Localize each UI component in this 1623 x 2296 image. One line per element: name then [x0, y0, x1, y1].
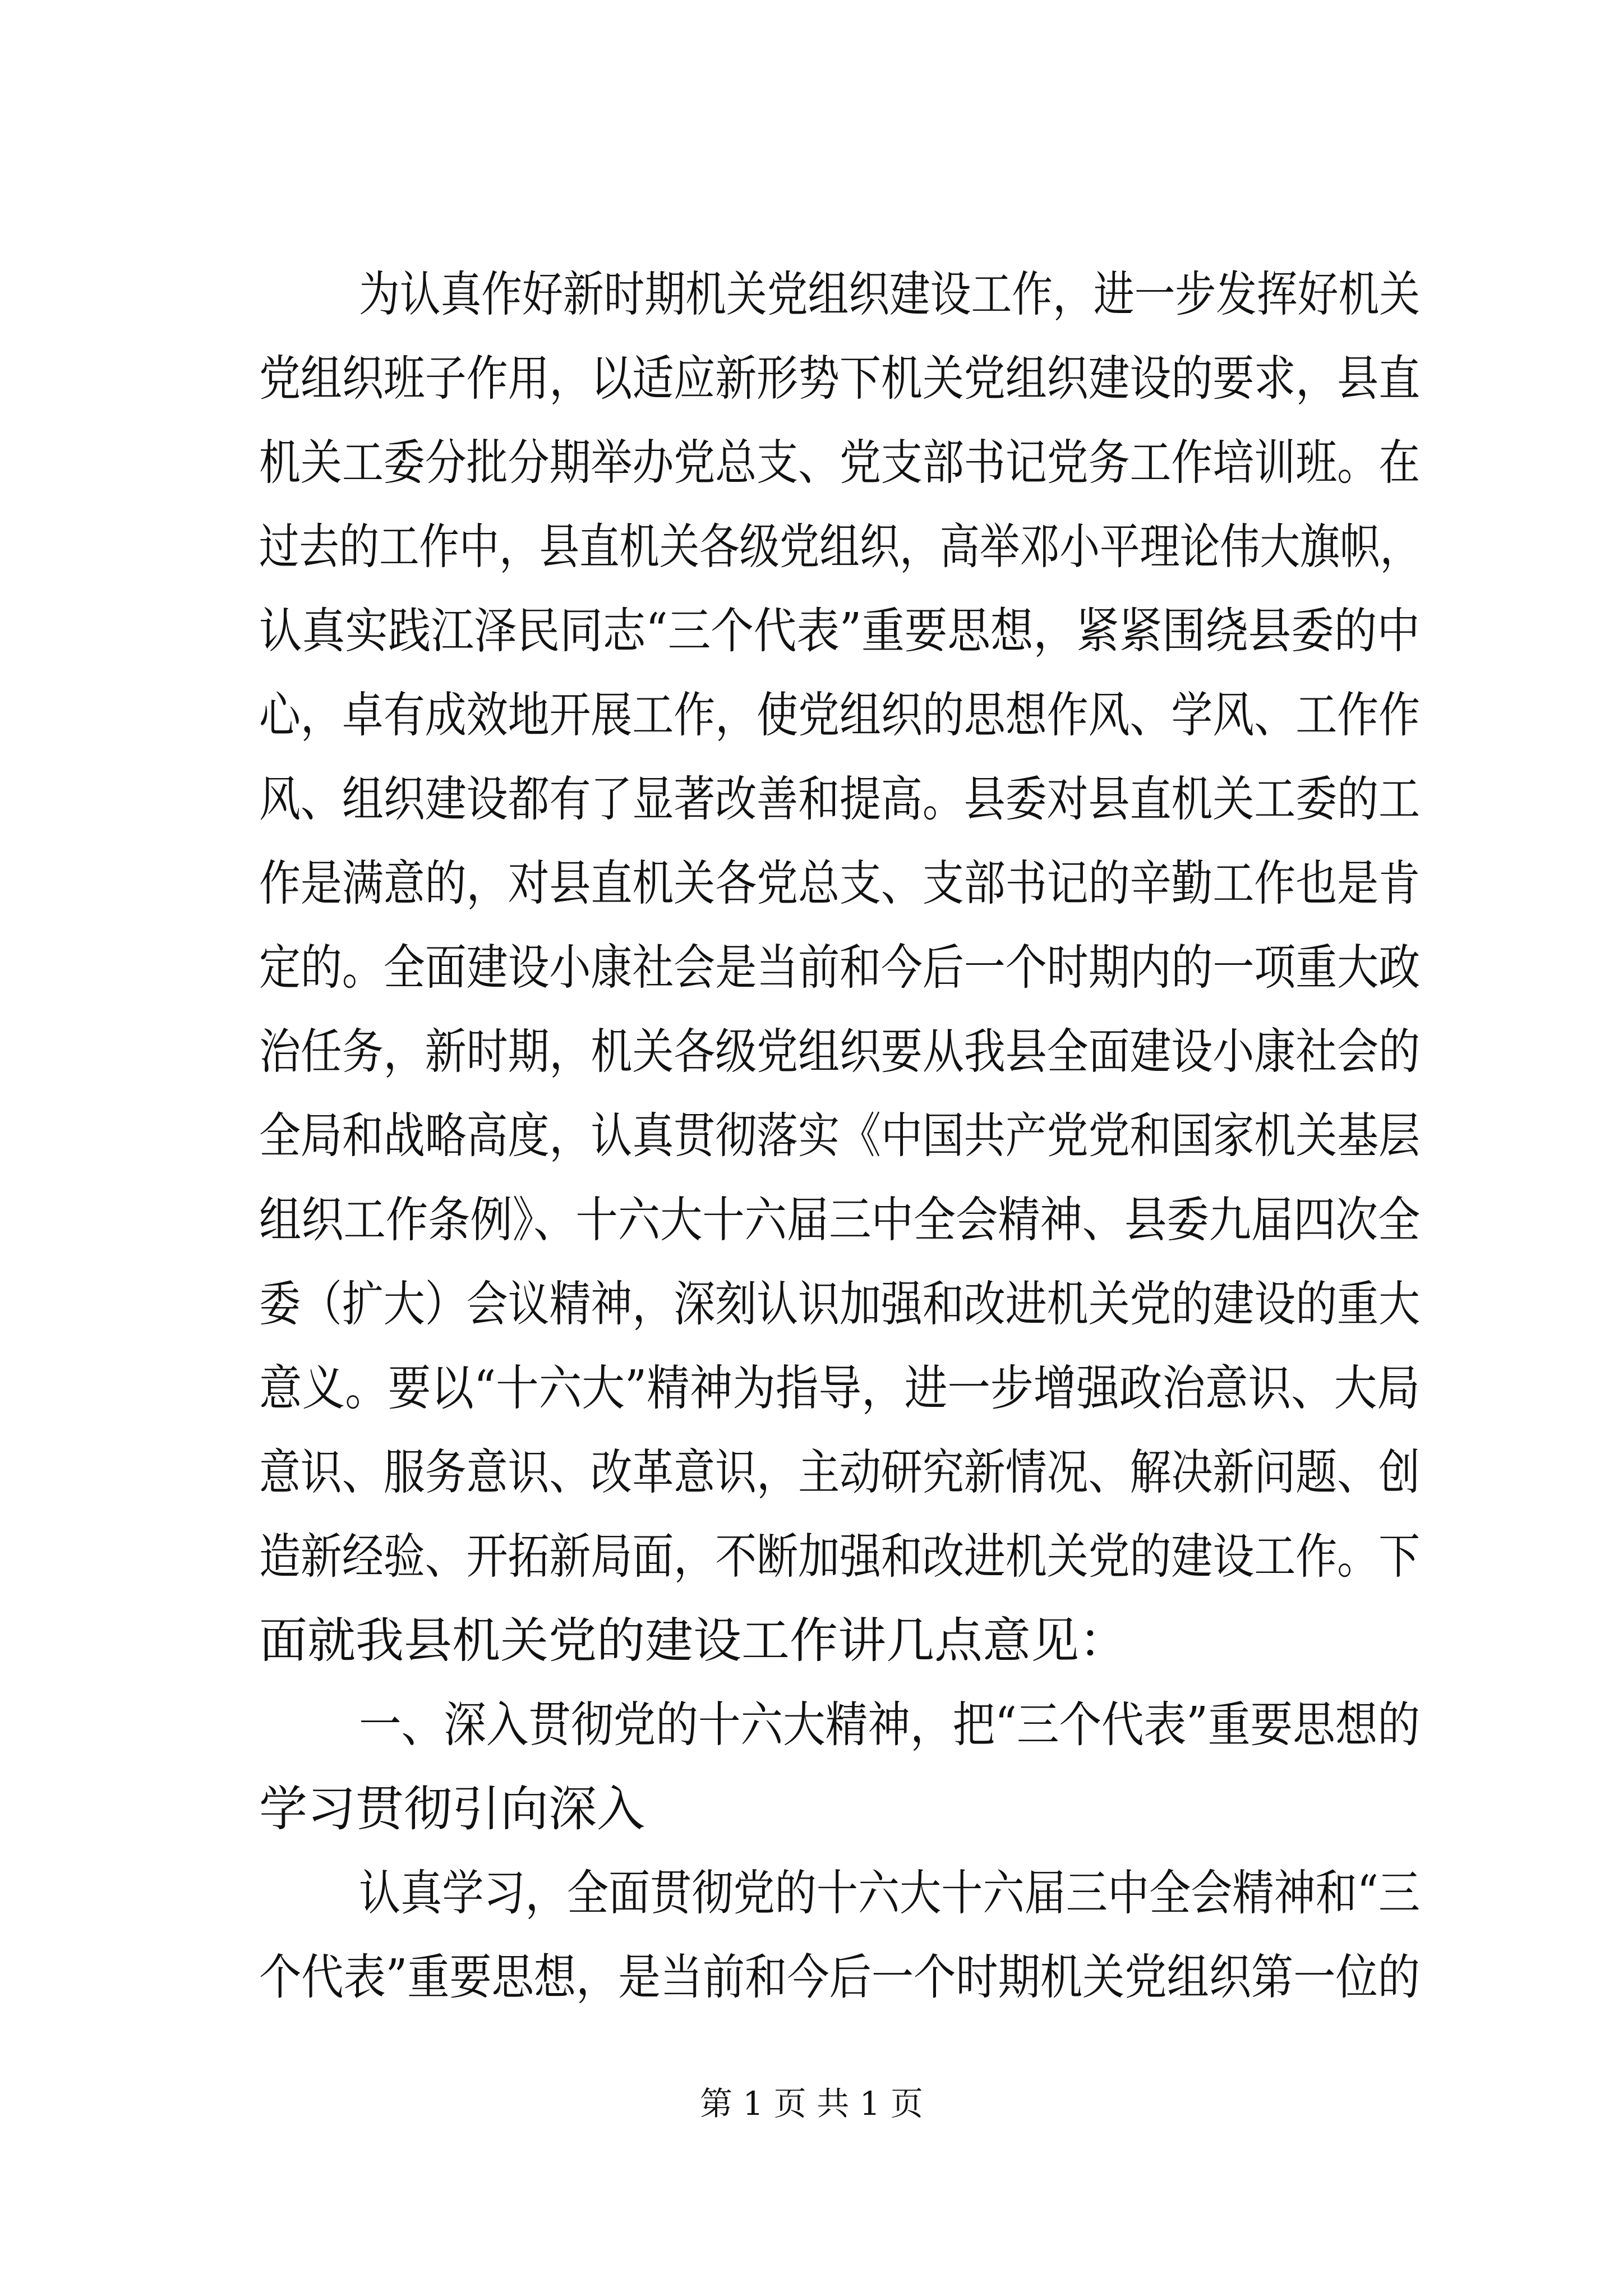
text-line [259, 1346, 1420, 1430]
text-line [259, 926, 1420, 1010]
line-text: 过去的工作中，县直机关各级党组织，高举邓小平理论伟大旗帜， [259, 519, 1420, 575]
line-text: 组织工作条例》、十六大十六届三中全会精神、县委九届四次全 [259, 1192, 1420, 1248]
line-text: 定的。全面建设小康社会是当前和今后一个时期内的一项重大政 [259, 940, 1420, 996]
section-heading-text: 一、深入贯彻党的十六大精神，把“三个代表”重要思想的 [359, 1697, 1420, 1753]
text-line [259, 673, 1420, 757]
text-line [259, 252, 1420, 337]
text-line [259, 337, 1420, 421]
line-text: 作是满意的，对县直机关各党总支、支部书记的辛勤工作也是肯 [259, 855, 1420, 912]
text-line [259, 1515, 1420, 1599]
document-body [259, 252, 1420, 2019]
line-text: 委（扩大）会议精神，深刻认识加强和改进机关党的建设的重大 [259, 1276, 1420, 1332]
text-line [259, 1262, 1420, 1346]
line-text: 全局和战略高度，认真贯彻落实《中国共产党党和国家机关基层 [259, 1108, 1420, 1164]
section-heading-line [259, 1683, 1420, 1767]
page-number-label: 第 1 页 共 1 页 [700, 2085, 923, 2123]
text-line [259, 505, 1420, 589]
line-text: 为认真作好新时期机关党组织建设工作，进一步发挥好机关 [359, 266, 1420, 323]
line-text: 心，卓有成效地开展工作，使党组织的思想作风、学风、工作作 [259, 687, 1420, 743]
text-line [259, 1851, 1420, 1935]
line-text: 治任务，新时期，机关各级党组织要从我县全面建设小康社会的 [259, 1024, 1420, 1080]
line-text: 意义。要以“十六大”精神为指导，进一步增强政治意识、大局 [259, 1360, 1420, 1416]
text-line [259, 1010, 1420, 1094]
line-text: 机关工委分批分期举办党总支、党支部书记党务工作培训班。在 [259, 435, 1420, 491]
text-line [259, 1935, 1420, 2019]
section-heading-text: 学习贯彻引向深入 [259, 1781, 645, 1837]
text-line [259, 421, 1420, 505]
text-line [259, 757, 1420, 841]
line-text: 认真实践江泽民同志“三个代表”重要思想，紧紧围绕县委的中 [259, 603, 1420, 659]
line-text: 认真学习，全面贯彻党的十六大十六届三中全会精神和“三 [359, 1865, 1420, 1921]
line-text: 面就我县机关党的建设工作讲几点意见： [259, 1613, 1127, 1669]
line-text: 意识、服务意识、改革意识，主动研究新情况、解决新问题、创 [259, 1444, 1420, 1501]
text-line [259, 1599, 1420, 1683]
text-line [259, 1094, 1420, 1178]
section-heading-line [259, 1767, 1420, 1851]
text-line [259, 1178, 1420, 1262]
line-text: 个代表”重要思想，是当前和今后一个时期机关党组织第一位的 [259, 1949, 1420, 2005]
line-text: 风、组织建设都有了显著改善和提高。县委对县直机关工委的工 [259, 771, 1420, 827]
text-line [259, 589, 1420, 673]
text-line [259, 1430, 1420, 1515]
line-text: 党组织班子作用，以适应新形势下机关党组织建设的要求，县直 [259, 351, 1420, 407]
line-text: 造新经验、开拓新局面，不断加强和改进机关党的建设工作。下 [259, 1529, 1420, 1585]
page-footer [0, 2081, 1623, 2126]
text-line [259, 841, 1420, 926]
